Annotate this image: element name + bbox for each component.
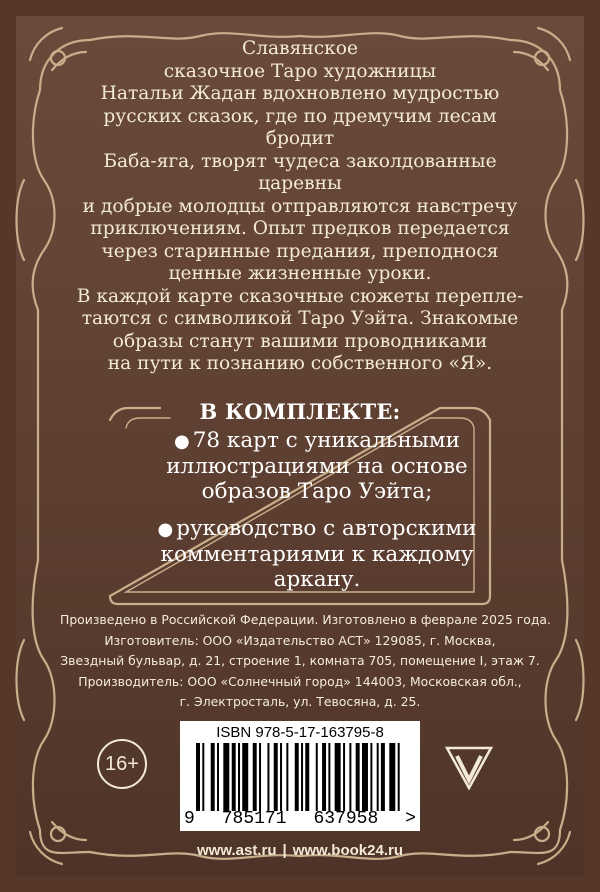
imprint-line: Изготовитель: ООО «Издательство АСТ» 129085, г. Москва, — [104, 632, 496, 648]
description-line: Славянское — [242, 38, 358, 59]
barcode-bar — [259, 743, 261, 811]
barcode-bar — [381, 743, 385, 811]
description-line: образы станут вашими проводниками — [112, 330, 488, 352]
description-line: Баба-яга, творят чудеса заколдованные царевны — [103, 150, 497, 194]
description-line: приключениям. Опыт предков передается — [90, 218, 510, 239]
barcode-bar — [305, 743, 309, 811]
bullet-icon: ● — [157, 519, 174, 540]
barcode-digits — [184, 809, 416, 829]
kit-item-line: иллюстрациями на основе — [166, 454, 468, 479]
description-line: через старинные предания, преподнося — [101, 240, 499, 262]
barcode-bar — [286, 743, 288, 811]
description-line: ценные жизненные уроки. — [168, 263, 432, 284]
barcode-bar — [211, 743, 215, 811]
description-line: таются с символикой Таро Уэйта. Знакомые — [81, 308, 519, 329]
barcode-bar — [389, 743, 395, 811]
description-line: Натальи Жадан вдохновлено мудростью — [100, 83, 500, 104]
barcode-bar — [362, 743, 368, 811]
url-separator: | — [282, 842, 287, 859]
imprint-line: Звездный бульвар, д. 21, строение 1, комната 705, помещение I, этаж 7. — [60, 653, 540, 668]
kit-item-line: образов Таро Уэйта; — [201, 479, 433, 504]
barcode-bar — [398, 743, 400, 811]
description-line: на пути к познанию собственного «Я». — [107, 353, 493, 374]
barcode-bar — [238, 743, 240, 811]
isbn-label: ISBN 978-5-17-163795-8 — [216, 724, 384, 741]
publisher-logo-icon — [443, 742, 495, 794]
barcode-bar — [202, 743, 204, 811]
imprint-line: Производитель: ООО «Солнечный город» 144003, Московская обл., — [78, 673, 522, 689]
barcode — [180, 721, 420, 831]
bullet-icon: ● — [174, 431, 190, 452]
imprint-line: г. Электросталь, ул. Тевосяна, д. 25. — [179, 694, 421, 709]
barcode-bars — [196, 743, 404, 811]
barcode-bar — [370, 743, 372, 811]
barcode-bar — [253, 743, 257, 811]
barcode-bar — [316, 743, 318, 811]
barcode-bar — [274, 743, 278, 811]
barcode-bar — [322, 743, 326, 811]
barcode-bar — [335, 743, 341, 811]
barcode-digit-group: 637958 — [313, 809, 379, 829]
kit-item-line: руководство с авторскими — [176, 516, 477, 541]
barcode-bar — [242, 743, 248, 811]
kit-item-line: комментариями к каждому — [160, 542, 474, 567]
footer-urls — [0, 842, 600, 859]
ast-url-link[interactable]: www.ast.ru — [197, 842, 277, 859]
description-text — [70, 38, 530, 376]
barcode-bar — [301, 743, 303, 811]
kit-title: В КОМПЛЕКТЕ: — [199, 399, 401, 424]
barcode-bar — [377, 743, 379, 811]
barcode-bar — [343, 743, 345, 811]
kit-item-line: аркану. — [273, 567, 361, 592]
description-line: В каждой карте сказочные сюжеты перепле- — [76, 285, 524, 307]
barcode-bar — [328, 743, 330, 811]
barcode-digit-group: 785171 — [221, 809, 287, 829]
kit-box — [137, 422, 497, 602]
description-line: русских сказок, где по дремучим лесам бродит — [103, 105, 497, 149]
description-line: сказочное Таро художницы — [163, 60, 437, 82]
book24-url-link[interactable]: www.book24.ru — [292, 842, 403, 859]
barcode-bar — [349, 743, 351, 811]
description-line: и добрые молодцы отправляются навстречу — [82, 195, 518, 217]
barcode-bar — [223, 743, 229, 811]
kit-item-cards — [137, 428, 497, 504]
barcode-bar — [196, 743, 200, 811]
kit-item-line: 78 карт с уникальными — [192, 428, 460, 453]
imprint-text — [60, 610, 551, 713]
barcode-bar — [217, 743, 219, 811]
age-rating-badge: 16+ — [97, 739, 147, 789]
kit-item-guide — [137, 516, 497, 592]
barcode-bar — [356, 743, 360, 811]
barcode-bar — [280, 743, 282, 811]
barcode-bar — [232, 743, 236, 811]
barcode-bar — [295, 743, 299, 811]
barcode-digit-group: > — [405, 809, 416, 829]
imprint-line: Произведено в Российской Федерации. Изготовлено в феврале 2025 года. — [60, 612, 551, 627]
barcode-bar — [267, 743, 269, 811]
barcode-digit-group: 9 — [184, 809, 195, 829]
